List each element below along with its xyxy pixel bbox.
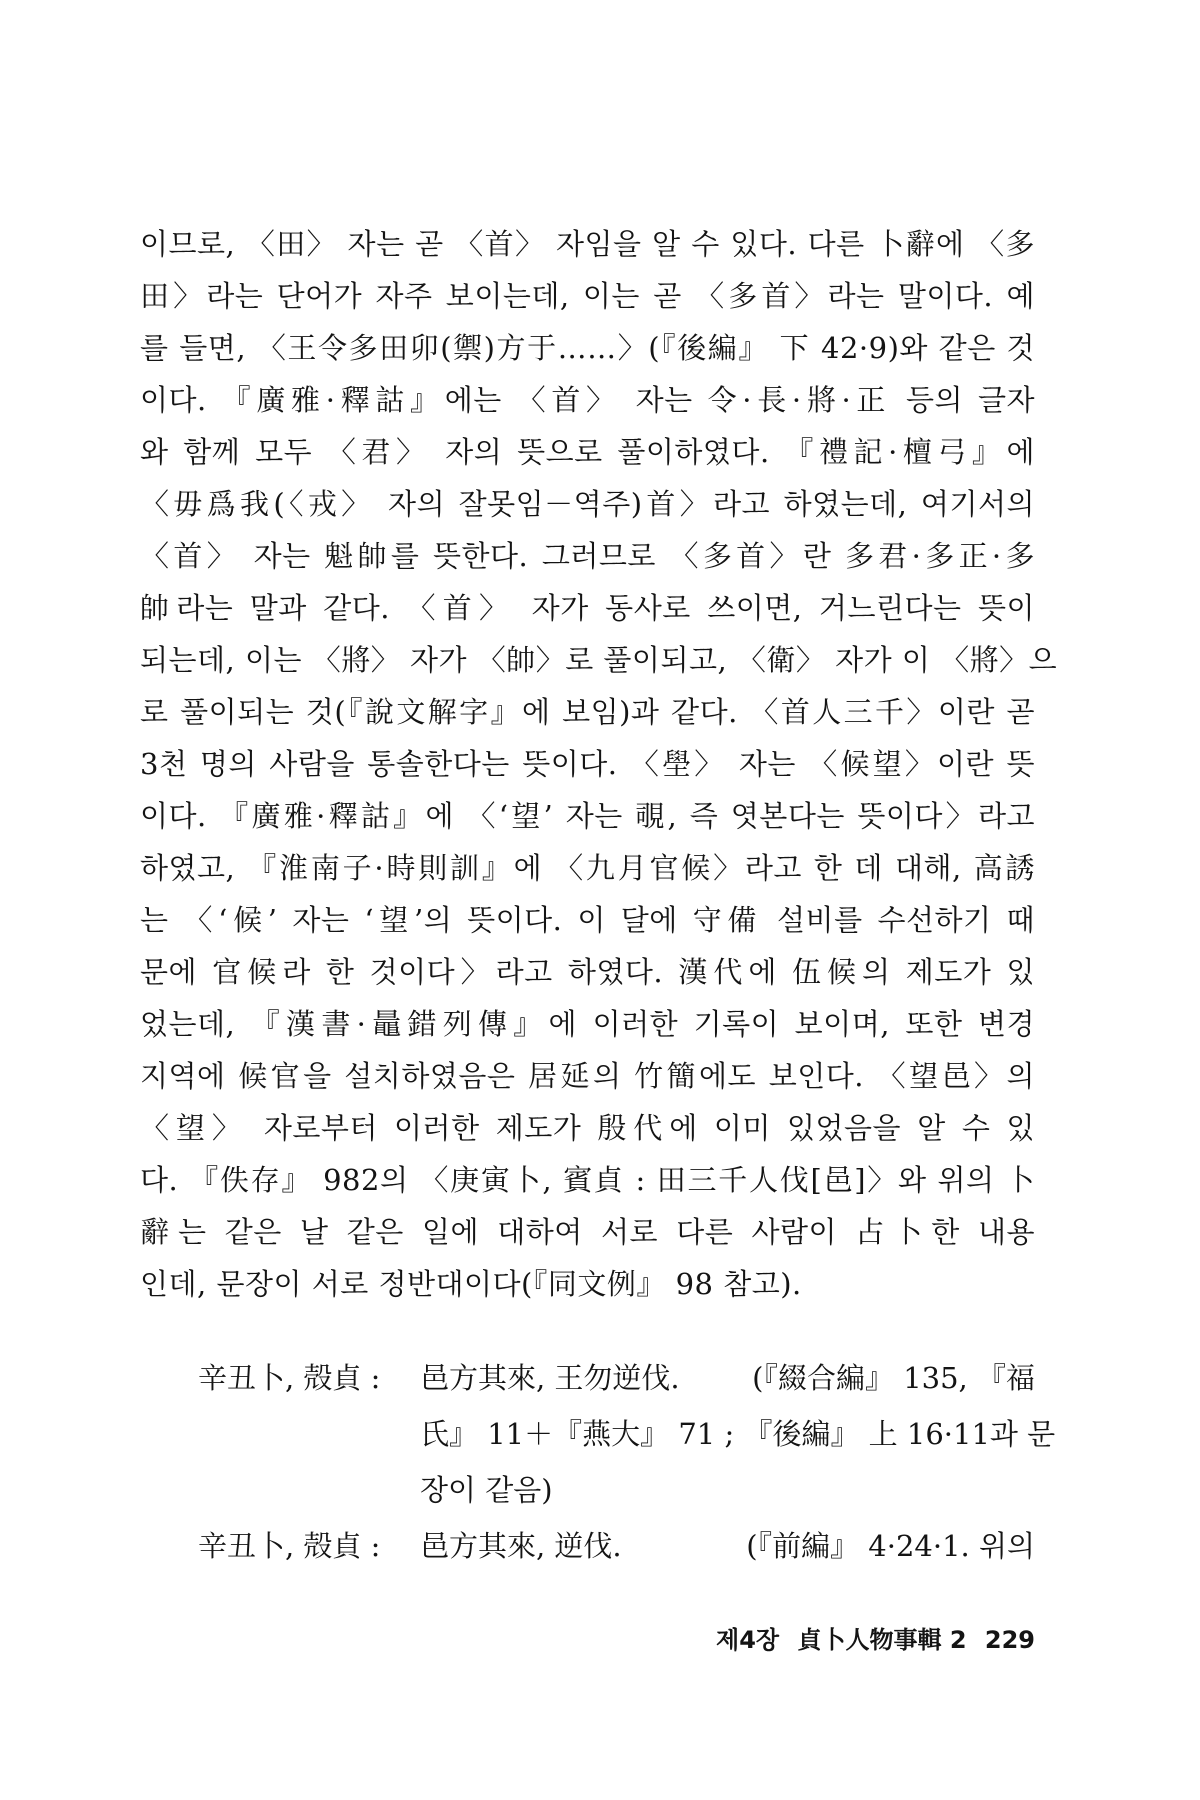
- example-entry: [198, 1518, 1035, 1574]
- text-line: 지역에 候官을 설치하였음은 居延의 竹簡에도 보인다. 〈望邑〉의: [140, 1059, 1035, 1093]
- text-line: 를 들면, 〈王令多田卯(禦)方于……〉(『後編』 下 42·9)와 같은 것: [140, 331, 1035, 365]
- text-line: 인데, 문장이 서로 정반대이다(『同文例』 98 참고).: [140, 1267, 802, 1301]
- example-continuation: 장이 같음): [420, 1473, 553, 1507]
- text-line: 이므로, 〈田〉 자는 곧 〈首〉 자임을 알 수 있다. 다른 卜辭에 〈多: [140, 227, 1036, 261]
- text-line: 와 함께 모두 〈君〉 자의 뜻으로 풀이하였다. 『禮記·檀弓』에: [140, 435, 1035, 469]
- text-line: 는 〈‘候’ 자는 ‘望’의 뜻이다. 이 달에 守備 설비를 수선하기 때: [140, 903, 1035, 937]
- inscription-examples: [198, 1350, 1056, 1574]
- text-line: 이다. 『廣雅·釋詁』에는 〈首〉 자는 令·長·將·正 등의 글자: [140, 383, 1035, 417]
- running-footer: [706, 1620, 1035, 1655]
- example-head: 辛丑卜, 殻貞 :: [198, 1529, 381, 1563]
- example-head: 辛丑卜, 殻貞 :: [198, 1361, 381, 1395]
- text-line: 다. 『佚存』 982의 〈庚寅卜, 賓貞 : 田三千人伐[邑]〉와 위의 卜: [140, 1163, 1035, 1197]
- footer-title: 貞卜人物事輯 2: [797, 1626, 967, 1654]
- example-text: 邑方其來, 王勿逆伐.: [420, 1361, 680, 1395]
- text-line: 帥라는 말과 같다. 〈首〉 자가 동사로 쓰이면, 거느린다는 뜻이: [140, 591, 1035, 625]
- text-line: 로 풀이되는 것(『說文解字』에 보임)과 같다. 〈首人三千〉이란 곧: [140, 695, 1035, 729]
- text-line: 〈望〉 자로부터 이러한 제도가 殷代에 이미 있었음을 알 수 있: [140, 1111, 1035, 1145]
- text-line: 〈首〉 자는 魁帥를 뜻한다. 그러므로 〈多首〉란 多君·多正·多: [140, 539, 1035, 573]
- body-text: [140, 218, 1058, 1310]
- example-entry: [198, 1350, 1035, 1406]
- text-line: 3천 명의 사람을 통솔한다는 뜻이다. 〈壆〉 자는 〈候望〉이란 뜻: [140, 747, 1035, 781]
- text-line: 田〉라는 단어가 자주 보이는데, 이는 곧 〈多首〉라는 말이다. 예: [140, 279, 1035, 313]
- text-line: 되는데, 이는 〈將〉 자가 〈帥〉로 풀이되고, 〈衛〉 자가 이 〈將〉으: [140, 643, 1058, 677]
- text-line: 었는데, 『漢書·鼂錯列傳』에 이러한 기록이 보이며, 또한 변경: [140, 1007, 1035, 1041]
- text-line: 辭는 같은 날 같은 일에 대하여 서로 다른 사람이 占卜한 내용: [140, 1215, 1035, 1249]
- text-line: 이다. 『廣雅·釋詁』에 〈‘望’ 자는 覗, 즉 엿본다는 뜻이다〉라고: [140, 799, 1035, 833]
- example-source: (『綴合編』 135, 『福: [752, 1361, 1035, 1395]
- text-line: 문에 官候라 한 것이다〉라고 하였다. 漢代에 伍候의 제도가 있: [140, 955, 1035, 989]
- example-text: 邑方其來, 逆伐.: [420, 1529, 622, 1563]
- text-line: 하였고, 『淮南子·時則訓』에 〈九月官候〉라고 한 데 대해, 高誘: [140, 851, 1035, 885]
- example-continuation: 氏』 11＋『燕大』 71 ; 『後編』 上 16·11과 문: [420, 1417, 1056, 1451]
- page-number: 229: [984, 1626, 1035, 1654]
- example-source: (『前編』 4·24·1. 위의: [746, 1529, 1035, 1563]
- footer-chapter: 제4장: [716, 1626, 780, 1654]
- text-line: 〈毋爲我(〈戎〉 자의 잘못임－역주)首〉라고 하였는데, 여기서의: [140, 487, 1035, 521]
